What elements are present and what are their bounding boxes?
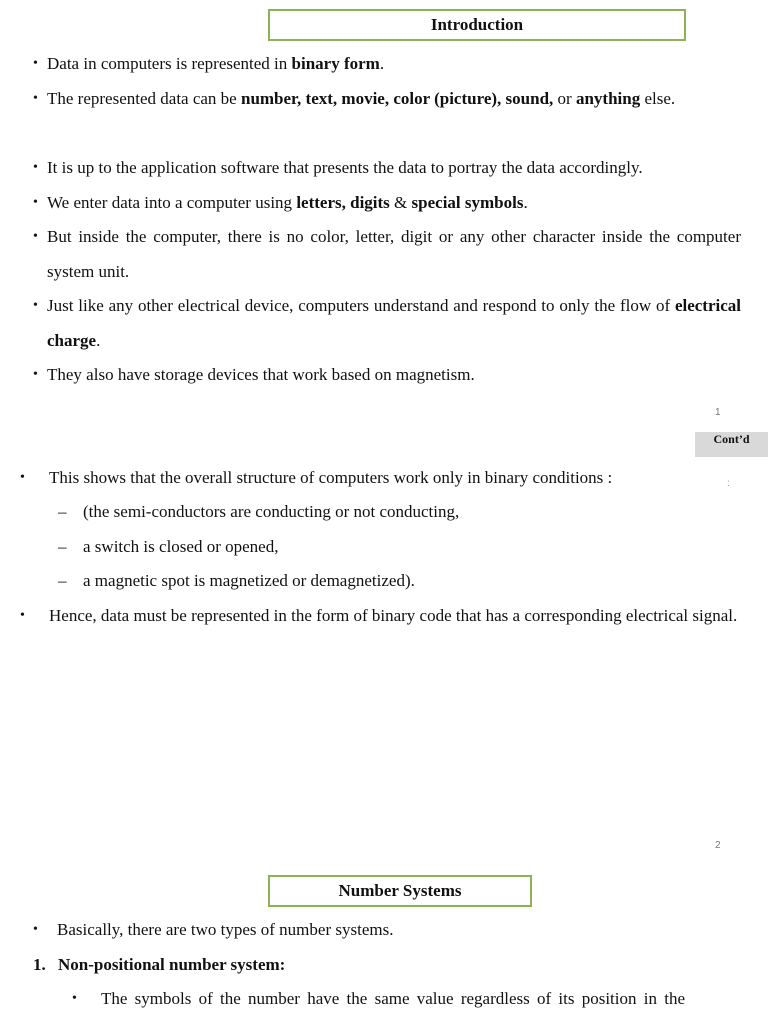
page1-bullet-item	[33, 151, 741, 186]
page1-bullet-item	[33, 47, 741, 82]
page1-bullet-text	[33, 82, 741, 117]
bullet-dot: •	[33, 298, 38, 313]
text-segment: else.	[640, 89, 676, 108]
page-number-1: 1	[715, 407, 721, 418]
bullet-dot: •	[33, 160, 38, 175]
numbered-item-1	[33, 948, 733, 982]
page-number-2: 2	[715, 840, 721, 851]
page3-title: Number Systems	[338, 881, 462, 900]
bullet-dot: •	[20, 470, 25, 485]
bullet-dot: •	[33, 91, 38, 106]
sub-bullet-symbols-text: The symbols of the number have the same value regardless of its position in the	[101, 989, 685, 1008]
dash-mark: –	[58, 502, 67, 521]
page3-title-box	[268, 875, 532, 907]
bullet-binary-conditions	[20, 461, 720, 496]
dash-mark: –	[58, 571, 67, 590]
bullet-basically-text: Basically, there are two types of number systems.	[57, 920, 394, 939]
bullet-hence-text: Hence, data must be represented in the form of binary code that has a corresponding electrical signal.	[49, 606, 738, 625]
page1-bullet-text	[33, 151, 741, 186]
bold-segment: special symbols	[411, 193, 524, 212]
page1-bullet-text	[33, 289, 741, 358]
page1-bullet-item	[33, 82, 741, 117]
bold-segment: anything	[575, 89, 641, 108]
page1-title: Introduction	[430, 15, 524, 34]
contd-tab	[695, 432, 768, 457]
page1-bullet-text	[33, 186, 741, 221]
text-segment: .	[379, 54, 385, 73]
bullet-dot: •	[33, 367, 38, 382]
text-segment: Just like any other electrical device, computers understand and respond to only the flow of	[47, 296, 675, 315]
text-segment: &	[389, 193, 412, 212]
text-segment: .	[96, 330, 101, 350]
bullet-dot: •	[20, 608, 25, 623]
contd-label: Cont’d	[713, 432, 750, 446]
bold-segment: electrical charge	[47, 296, 741, 350]
page1-bullet-item	[33, 289, 741, 358]
text-segment: The represented data can be	[47, 89, 241, 108]
bullet-basically	[33, 913, 733, 948]
text-segment: .	[523, 193, 528, 212]
bullet-dot: •	[33, 56, 38, 71]
bullet-dot: •	[33, 229, 38, 244]
dash-item-magnetic-spot	[58, 564, 718, 599]
bullet-binary-conditions-text: This shows that the overall structure of computers work only in binary conditions :	[49, 468, 613, 487]
numbered-text: Non-positional number system:	[58, 955, 286, 974]
bullet-dot: •	[33, 195, 38, 210]
page1-title-box	[268, 9, 686, 41]
page1-bullet-text	[33, 47, 741, 82]
text-segment: We enter data into a computer using	[47, 193, 297, 212]
text-segment: They also have storage devices that work based on magnetism.	[47, 365, 475, 384]
bold-segment: number, text, movie, color (picture), sound,	[240, 89, 554, 108]
colon-mark: :	[727, 478, 730, 489]
page1-bullet-text	[33, 220, 741, 289]
page1-bullet-item	[33, 186, 741, 221]
dash-item-switch	[58, 530, 718, 565]
text-segment: It is up to the application software that presents the data to portray the data accordingly.	[47, 158, 643, 177]
dash-item-text: (the semi-conductors are conducting or not conducting,	[83, 502, 460, 521]
text-segment: Data in computers is represented in	[47, 54, 292, 73]
dash-mark: –	[58, 537, 67, 556]
dash-item-text: a switch is closed or opened,	[83, 537, 279, 556]
dash-item-text: a magnetic spot is magnetized or demagnetized).	[83, 571, 415, 590]
text-segment: But inside the computer, there is no color, letter, digit or any other character inside the computer system unit.	[47, 227, 741, 281]
bold-segment: letters, digits	[296, 193, 390, 212]
numbered-label: 1.	[33, 955, 46, 974]
sub-bullet-symbols	[72, 982, 740, 1017]
bold-segment: binary form	[291, 54, 380, 73]
bullet-hence	[20, 599, 746, 634]
page1-bullet-item	[33, 358, 741, 393]
page1-bullet-item	[33, 220, 741, 289]
bullet-dot: •	[33, 922, 38, 937]
page1-bullet-text	[33, 358, 741, 393]
bullet-dot: •	[72, 991, 77, 1006]
dash-item-semiconductors	[58, 495, 718, 530]
text-segment: or	[553, 89, 576, 108]
